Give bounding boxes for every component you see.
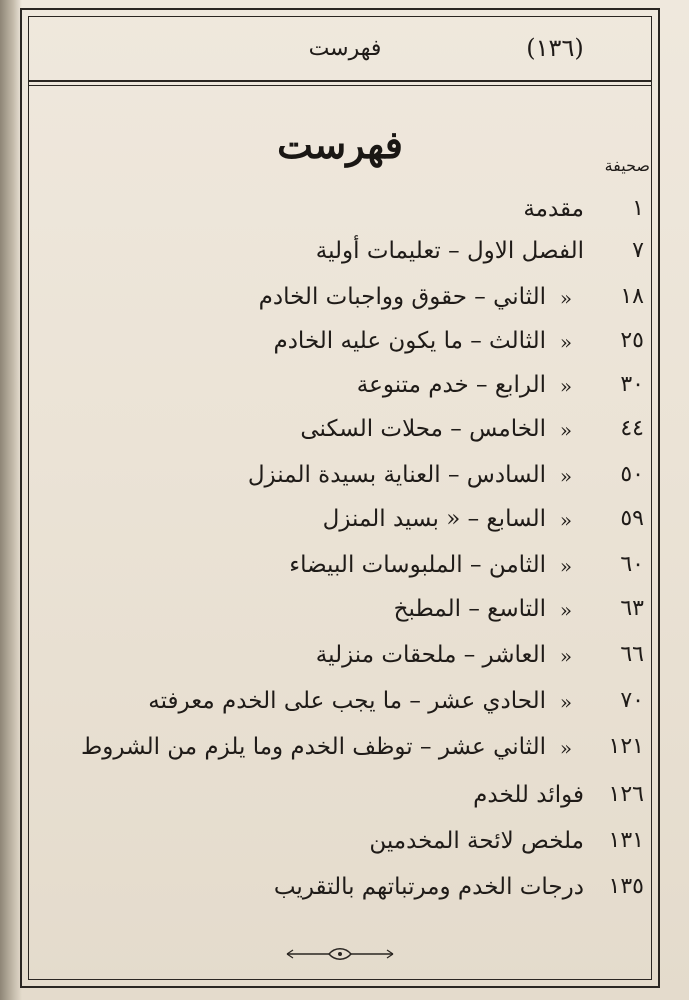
toc-page-number: ٦٣ [620, 596, 644, 621]
toc-page-number: ٢٥ [620, 328, 644, 353]
toc-page-number: ١٣٥ [608, 874, 644, 899]
toc-title: الخامس – محلات السكنى [300, 416, 546, 442]
toc-page-number: ٤٤ [620, 416, 644, 441]
toc-title: الثالث – ما يكون عليه الخادم [273, 328, 546, 354]
ditto-mark: « [559, 598, 573, 622]
toc-page-number: ٦٦ [620, 642, 644, 667]
toc-page-number: ١٣١ [608, 828, 644, 853]
toc-title: الثاني – حقوق وواجبات الخادم [258, 284, 546, 310]
toc-title: الرابع – خدم متنوعة [356, 372, 546, 398]
table-of-contents [28, 0, 652, 1000]
toc-title: مقدمة [523, 196, 584, 222]
toc-entry [28, 506, 652, 546]
toc-title: ملخص لائحة المخدمين [369, 828, 584, 854]
toc-entry [28, 462, 652, 502]
toc-entry [28, 688, 652, 728]
toc-title: السادس – العناية بسيدة المنزل [247, 462, 546, 488]
toc-entry [28, 642, 652, 682]
end-ornament [285, 944, 395, 964]
toc-entry [28, 828, 652, 868]
page-column-label: صحيفة [604, 156, 650, 175]
page-title: فهرست [277, 122, 403, 167]
toc-title: فوائد للخدم [473, 782, 584, 808]
toc-entry [28, 328, 652, 368]
toc-page-number: ١٢١ [608, 734, 644, 759]
toc-page-number: ٥٠ [620, 462, 644, 487]
toc-title: الحادي عشر – ما يجب على الخدم معرفته [148, 688, 546, 714]
toc-page-number: ١ [632, 196, 644, 221]
toc-page-number: ٦٠ [620, 552, 644, 577]
toc-page-number: ٥٩ [620, 506, 644, 531]
toc-entry [28, 416, 652, 456]
ditto-mark: « [559, 330, 573, 354]
running-head: فهرست [308, 36, 382, 61]
ditto-mark: « [559, 736, 573, 760]
toc-title: الثامن – الملبوسات البيضاء [289, 552, 546, 578]
ditto-mark: « [559, 418, 573, 442]
toc-title: السابع – « بسيد المنزل [322, 506, 546, 532]
toc-page-number: ٧٠ [620, 688, 644, 713]
toc-title: الثاني عشر – توظف الخدم وما يلزم من الشروط [81, 734, 546, 760]
toc-title: العاشر – ملحقات منزلية [315, 642, 546, 668]
page-gutter-shadow [0, 0, 22, 1000]
toc-entry [28, 874, 652, 914]
toc-entry [28, 238, 652, 278]
ditto-mark: « [559, 644, 573, 668]
toc-page-number: ١٨ [620, 284, 644, 309]
toc-title: الفصل الاول – تعليمات أولية [315, 238, 584, 264]
toc-entry [28, 734, 652, 774]
toc-entry [28, 196, 652, 236]
toc-entry [28, 782, 652, 822]
ditto-mark: « [559, 554, 573, 578]
page-number: (١٣٦) [526, 34, 584, 62]
toc-page-number: ٣٠ [620, 372, 644, 397]
ditto-mark: « [559, 690, 573, 714]
toc-page-number: ٧ [632, 238, 644, 263]
toc-entry [28, 284, 652, 324]
toc-page-number: ١٢٦ [608, 782, 644, 807]
ditto-mark: « [559, 464, 573, 488]
ditto-mark: « [559, 374, 573, 398]
toc-title: التاسع – المطبخ [393, 596, 546, 622]
toc-entry [28, 596, 652, 636]
ditto-mark: « [559, 508, 573, 532]
toc-entry [28, 552, 652, 592]
toc-title: درجات الخدم ومرتباتهم بالتقريب [273, 874, 584, 900]
ditto-mark: « [559, 286, 573, 310]
toc-entry [28, 372, 652, 412]
